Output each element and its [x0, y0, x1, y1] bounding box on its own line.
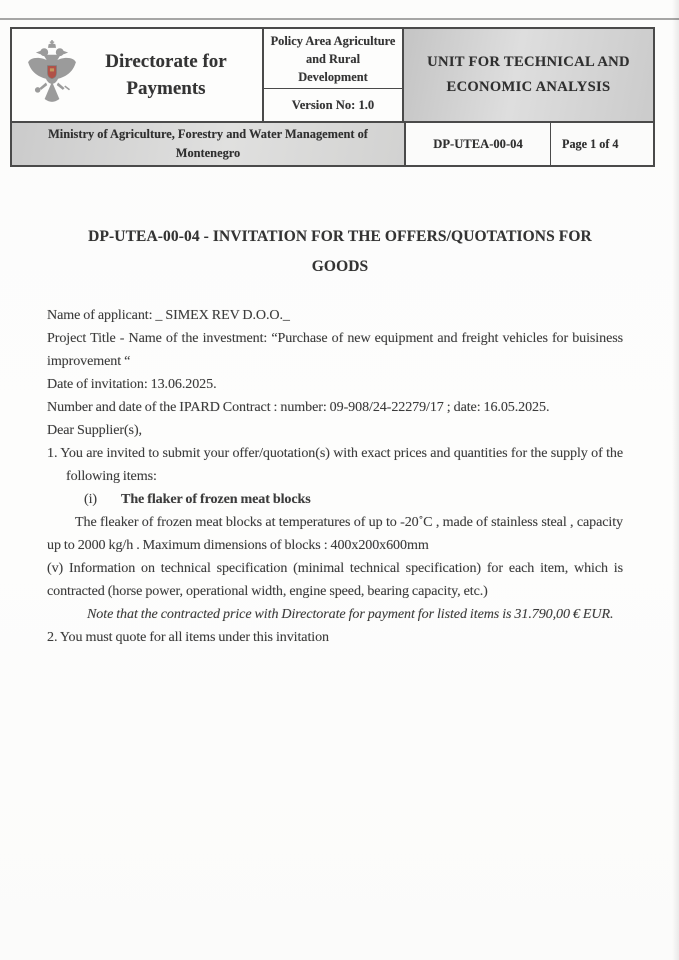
- document-title: [40, 222, 640, 282]
- document-header-table: [10, 27, 655, 167]
- page-number-label: Page 1 of 4: [551, 123, 653, 165]
- spec-paragraph: The fleaker of frozen meat blocks at temperatures of up to -20˚C , made of stainless steal , capacity up to 2000 kg/h . Maximum dimensions of blocks : 400x200x600mm: [47, 514, 623, 553]
- salutation-line: Dear Supplier(s),: [47, 422, 142, 438]
- note-paragraph: Note that the contracted price with Directorate for payment for listed items is 31.790,00 € EUR.: [87, 606, 614, 622]
- montenegro-coat-of-arms-icon: [26, 39, 78, 112]
- scan-artifact-line: [0, 18, 679, 20]
- invitation-date-line: Date of invitation: 13.06.2025.: [47, 376, 217, 392]
- header-cell-policy: [264, 29, 404, 121]
- document-body: [47, 304, 623, 649]
- sub-item-title: The flaker of frozen meat blocks: [121, 491, 311, 507]
- info-paragraph: (v) Information on technical specification (minimal technical specification) for each item, which is contracted (horse power, operational width, engine speed, bearing capacity, etc.): [47, 560, 623, 599]
- numbered-item-2: 2. You must quote for all items under this invitation: [47, 629, 329, 645]
- sub-item-marker: (i): [84, 491, 98, 507]
- numbered-item-1: 1. You are invited to submit your offer/quotation(s) with exact prices and quantities for the supply of the following items:: [47, 445, 623, 484]
- header-cell-directorate: [12, 29, 264, 121]
- ministry-label: Ministry of Agriculture, Forestry and Water Management of Montenegro: [12, 123, 406, 165]
- sub-item-i: [47, 488, 623, 511]
- document-code: DP-UTEA-00-04: [406, 123, 551, 165]
- header-row-top: [12, 29, 653, 123]
- version-label: Version No: 1.0: [291, 97, 375, 112]
- header-row-bottom: [12, 123, 653, 165]
- contract-number-line: Number and date of the IPARD Contract : number: 09-908/24-22279/17 ; date: 16.05.2025.: [47, 399, 550, 415]
- org-name: Directorate for Payments: [105, 51, 227, 99]
- unit-name-label: UNIT FOR TECHNICAL AND ECONOMIC ANALYSIS: [404, 29, 653, 121]
- document-title-line2: GOODS: [311, 258, 369, 275]
- applicant-line: Name of applicant: _ SIMEX REV D.O.O._: [47, 307, 290, 323]
- policy-area-label: Policy Area Agriculture and Rural Development: [264, 29, 402, 89]
- document-title-line1: DP-UTEA-00-04 - INVITATION FOR THE OFFERS/QUOTATIONS FOR: [88, 228, 592, 245]
- project-title-line: Project Title - Name of the investment: “Purchase of new equipment and freight vehicles for buisiness improvement “: [47, 330, 623, 369]
